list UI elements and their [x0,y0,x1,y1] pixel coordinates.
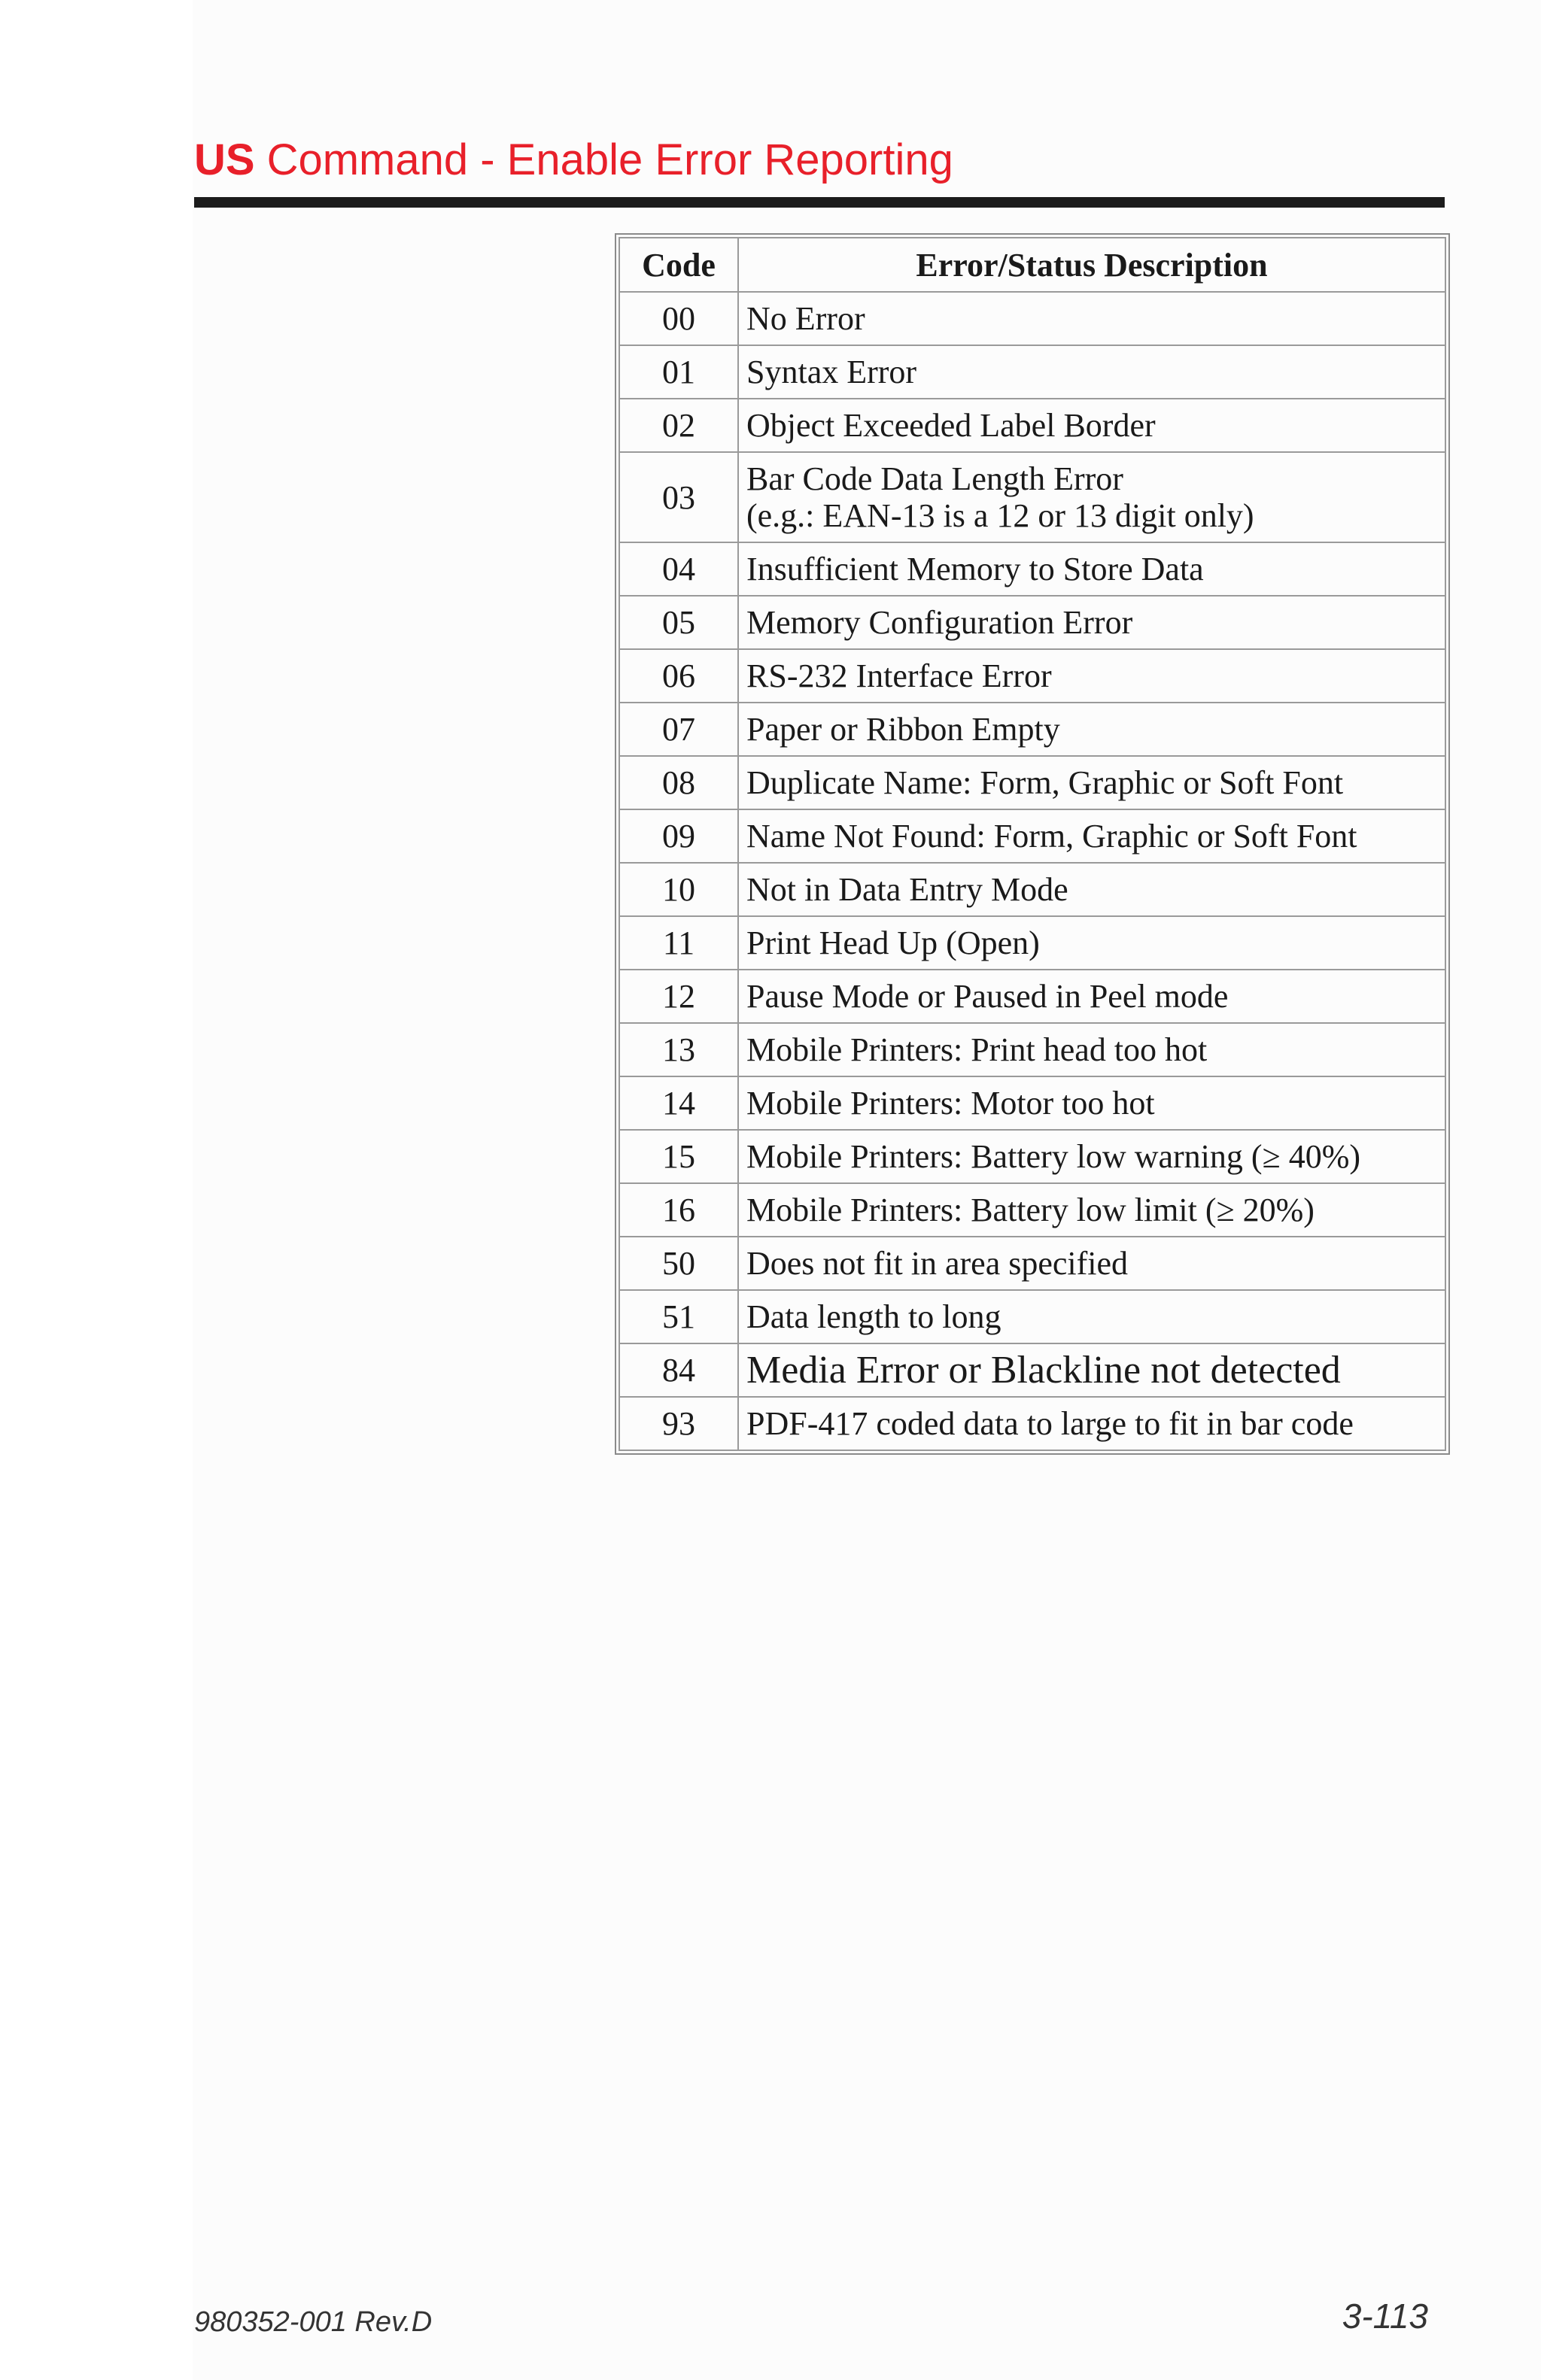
error-code-cell: 93 [619,1397,738,1450]
error-description-line: Insufficient Memory to Store Data [746,551,1204,587]
code-column-header: Code [619,238,738,292]
table-row [619,916,1445,970]
title-text: Command - Enable Error Reporting [266,135,953,184]
error-code-cell: 51 [619,1290,738,1343]
table-row [619,863,1445,916]
error-description-line: No Error [746,300,865,337]
error-description-line: Mobile Printers: Print head too hot [746,1031,1208,1068]
table-row [619,345,1445,399]
header-rule [194,197,1445,208]
error-description-cell [738,916,1445,970]
error-description-line: Pause Mode or Paused in Peel mode [746,978,1229,1015]
table-row [619,703,1445,756]
error-description-line: Object Exceeded Label Border [746,407,1156,444]
error-description-line: Does not fit in area specified [746,1245,1129,1282]
error-description-cell [738,292,1445,345]
error-description-line: PDF-417 coded data to large to fit in bar code [746,1405,1354,1442]
error-code-table [615,233,1450,1455]
error-description-line: Paper or Ribbon Empty [746,711,1060,748]
title-prefix: US [194,135,255,184]
error-code-cell: 02 [619,399,738,452]
error-description-cell [738,1290,1445,1343]
error-description-cell [738,649,1445,703]
error-code-cell: 00 [619,292,738,345]
error-code-cell: 15 [619,1130,738,1183]
table-row [619,970,1445,1023]
error-description-line: Mobile Printers: Motor too hot [746,1085,1155,1122]
error-description-line: Bar Code Data Length Error [746,460,1123,497]
error-description-cell [738,345,1445,399]
error-description-cell [738,863,1445,916]
error-code-cell: 06 [619,649,738,703]
table-header-row [619,238,1445,292]
error-description-cell [738,1076,1445,1130]
error-code-cell: 14 [619,1076,738,1130]
error-description-cell [738,756,1445,809]
description-column-header: Error/Status Description [738,238,1445,292]
table-row [619,1023,1445,1076]
error-code-cell: 03 [619,452,738,542]
table-row [619,1290,1445,1343]
table-row [619,1183,1445,1237]
error-code-cell: 07 [619,703,738,756]
error-description-line: Mobile Printers: Battery low limit (≥ 20%) [746,1192,1315,1228]
error-code-cell: 13 [619,1023,738,1076]
error-description-cell [738,1130,1445,1183]
table-body [619,292,1445,1450]
error-code-cell: 84 [619,1343,738,1397]
error-description-cell [738,703,1445,756]
error-code-cell: 10 [619,863,738,916]
table-row [619,542,1445,596]
error-description-cell [738,1343,1445,1397]
error-description-line: RS-232 Interface Error [746,657,1052,694]
error-description-cell [738,970,1445,1023]
page-number: 3-113 [1342,2297,1428,2336]
error-code-cell: 01 [619,345,738,399]
document-number: 980352-001 Rev.D [194,2306,433,2338]
error-description-cell [738,399,1445,452]
table-row [619,1076,1445,1130]
table-row [619,809,1445,863]
error-description-line: Media Error or Blackline not detected [746,1349,1341,1392]
error-description-cell [738,1023,1445,1076]
error-description-cell [738,1237,1445,1290]
error-description-line: Data length to long [746,1298,1001,1335]
error-description-line: (e.g.: EAN-13 is a 12 or 13 digit only) [746,497,1254,534]
table-row [619,1343,1445,1397]
error-description-cell [738,596,1445,649]
error-code-cell: 16 [619,1183,738,1237]
error-description-cell [738,542,1445,596]
table-row [619,452,1445,542]
error-code-cell: 05 [619,596,738,649]
error-code-cell: 04 [619,542,738,596]
table-row [619,649,1445,703]
error-description-cell [738,1397,1445,1450]
error-description-line: Syntax Error [746,354,917,390]
table-row [619,1397,1445,1450]
error-description-cell [738,452,1445,542]
table-row [619,1237,1445,1290]
error-code-cell: 11 [619,916,738,970]
error-description-line: Memory Configuration Error [746,604,1133,641]
error-description-line: Not in Data Entry Mode [746,871,1068,908]
table-row [619,756,1445,809]
error-description-cell [738,1183,1445,1237]
error-code-cell: 12 [619,970,738,1023]
error-description-cell [738,809,1445,863]
error-description-line: Name Not Found: Form, Graphic or Soft Font [746,818,1357,855]
table-row [619,399,1445,452]
error-description-line: Duplicate Name: Form, Graphic or Soft Font [746,764,1344,801]
error-code-cell: 09 [619,809,738,863]
error-description-line: Mobile Printers: Battery low warning (≥ 40%) [746,1138,1360,1175]
table-row [619,596,1445,649]
table-row [619,292,1445,345]
error-code-cell: 08 [619,756,738,809]
page-title [194,134,953,187]
table-row [619,1130,1445,1183]
error-description-line: Print Head Up (Open) [746,924,1040,961]
error-code-cell: 50 [619,1237,738,1290]
